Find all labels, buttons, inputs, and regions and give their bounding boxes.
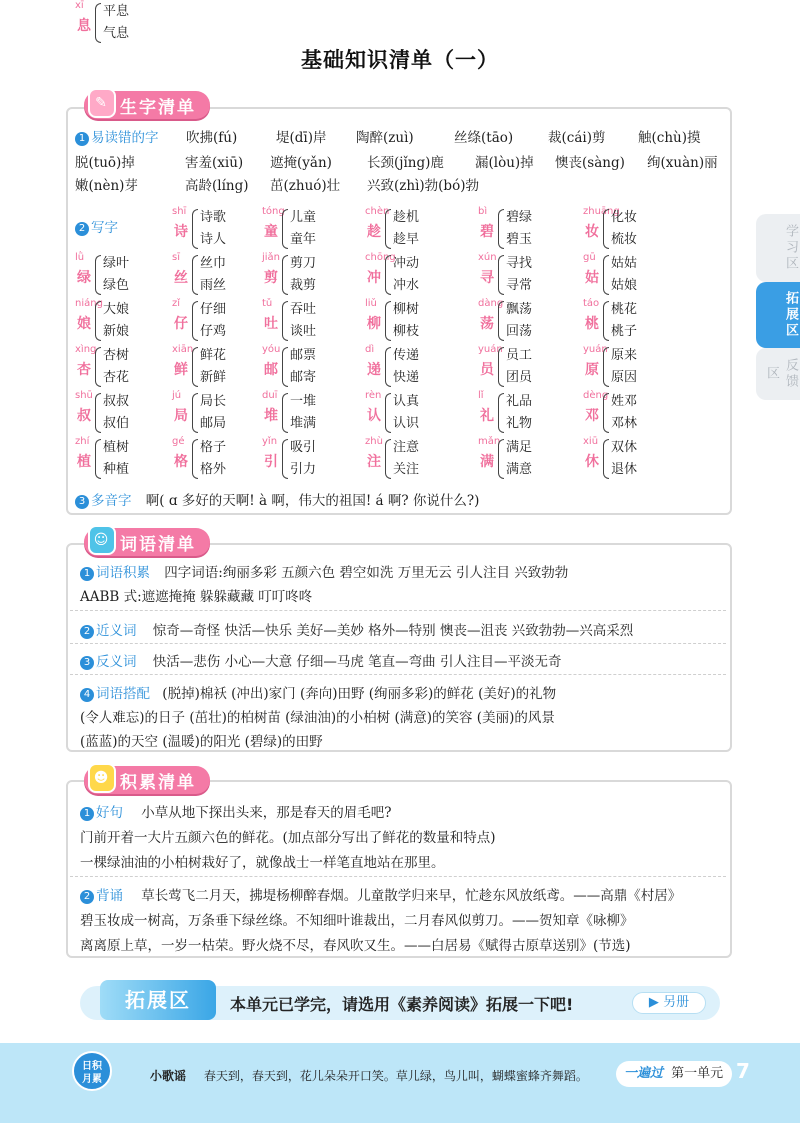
beisong-text-1: 草长莺飞二月天，拂堤杨柳醉春烟。儿童散学归来早，忙趁东风放纸鸢。——高鼎《村居》 [141,888,682,904]
xiezi-character: 吐 [264,316,278,332]
yidu-word: 丝绦(tāo) [454,130,514,146]
xiezi-word-1: 局长 [200,394,227,409]
xiezi-word-2: 冲水 [393,278,420,293]
xiezi-item [365,344,485,388]
xiezi-word-1: 冲动 [393,256,420,271]
brace [95,3,101,43]
xiezi-item [583,390,703,434]
xiezi-word-1: 杏树 [103,348,130,363]
extension-label: 拓展区 [100,980,216,1020]
daily-accumulation-badge [72,1051,112,1091]
xiezi-pinyin: sī [172,252,180,263]
xiezi-word-2: 邓林 [611,416,638,431]
label-fanyi: 3 反义词 [80,654,137,670]
unit-label: 第一单元 [671,1066,724,1081]
brace [498,393,504,433]
xiezi-pinyin: xī [75,0,84,11]
xiezi-word-1: 一堆 [290,394,317,409]
xiezi-word-1: 化妆 [611,210,638,225]
xiezi-word-1: 原来 [611,348,638,363]
duoyin-text: 啊( ɑ 多好的天啊! à 啊，伟大的祖国! á 啊? 你说什么?) [145,493,480,509]
divider [70,674,726,675]
xiezi-word-2: 礼物 [506,416,533,431]
xiezi-word-2: 邮寄 [290,370,317,385]
xiezi-character: 杏 [77,362,91,378]
brace [385,301,391,341]
brace [603,301,609,341]
xiezi-word-2: 关注 [393,462,420,477]
xiezi-word-2: 气息 [103,26,130,41]
xiezi-character: 员 [480,362,494,378]
section-tag-shengzi [84,91,210,119]
xiezi-word-2: 引力 [290,462,317,477]
pencil-icon: ✎ [88,88,116,118]
xiezi-word-1: 姑姑 [611,256,638,271]
xiezi-word-1: 大娘 [103,302,130,317]
yidu-word: 堤(dī)岸 [276,130,327,146]
brace [498,209,504,249]
brace [385,209,391,249]
brace [192,439,198,479]
song [150,1067,588,1084]
brace [192,209,198,249]
xiezi-word-2: 桃子 [611,324,638,339]
brace [385,347,391,387]
xiezi-pinyin: niáng [75,298,103,309]
label-yidu: 1 易读错的字 [75,130,159,146]
xiezi-pinyin: bì [478,206,488,217]
brace [603,347,609,387]
xiezi-character: 丝 [174,270,188,286]
xiezi-word-2: 寻常 [506,278,533,293]
label-dapei: 4 词语搭配 [80,686,150,702]
xiezi-word-2: 趁早 [393,232,420,247]
xiezi-character: 礼 [480,408,494,424]
xiezi-item [262,206,382,250]
footer [0,1043,800,1123]
brace [282,347,288,387]
jinyi-row [80,619,633,639]
xiezi-character: 满 [480,454,494,470]
brace [95,347,101,387]
jilei-row-1 [80,561,568,581]
xiezi-character: 认 [367,408,381,424]
play-icon: ▶ [648,995,659,1010]
xiezi-pinyin: xiū [583,436,599,447]
xiezi-character: 妆 [585,224,599,240]
xiezi-word-2: 梳妆 [611,232,638,247]
tab-feedback-area[interactable]: 反馈区 [756,348,800,400]
xiezi-word-1: 植树 [103,440,130,455]
xiezi-item [478,206,598,250]
yidu-word: 漏(lòu)掉 [475,155,534,171]
brace [95,301,101,341]
xiezi-word-1: 碧绿 [506,210,533,225]
song-title: 小歌谣 [150,1069,187,1083]
fanyi-text: 快活—悲伤 小心—大意 仔细—马虎 笔直—弯曲 引人注目—平淡无奇 [152,654,562,670]
xiezi-character: 诗 [174,224,188,240]
xiezi-character: 局 [174,408,188,424]
xiezi-word-2: 雨丝 [200,278,227,293]
xiezi-item [583,298,703,342]
xiezi-pinyin: liǔ [365,298,377,309]
xiezi-character: 息 [77,18,91,34]
xiezi-word-1: 吸引 [290,440,317,455]
xiezi-pinyin: duī [262,390,278,401]
xiezi-character: 注 [367,454,381,470]
brace [282,301,288,341]
song-text: 春天到，春天到，花儿朵朵开口笑。草儿绿，鸟儿叫，蝴蝶蜜蜂齐舞蹈。 [203,1069,588,1083]
xiezi-word-1: 儿童 [290,210,317,225]
xiezi-item [262,252,382,296]
page-title: 基础知识清单（一） [301,48,499,72]
section-title: 积累清单 [120,773,196,793]
xiezi-word-1: 寻找 [506,256,533,271]
xiezi-word-1: 绿叶 [103,256,130,271]
xiezi-character: 姑 [585,270,599,286]
brace [385,255,391,295]
yidu-word: 吹拂(fú) [186,130,238,146]
xiezi-item [365,390,485,434]
label-ciyu-jilei: 1 词语积累 [80,565,150,581]
xiezi-word-2: 团员 [506,370,533,385]
dapei-row-1 [80,682,556,702]
yidu-word: 嫩(nèn)芽 [75,178,138,194]
xiezi-word-2: 新鲜 [200,370,227,385]
section-title: 生字清单 [120,98,196,118]
xiezi-word-1: 柳树 [393,302,420,317]
xiezi-pinyin: jú [172,390,182,401]
haoju-text-2: 门前开着一大片五颜六色的鲜花。(加点部分写出了鲜花的数量和特点) [80,830,496,846]
xiezi-word-1: 趁机 [393,210,420,225]
xiezi-pinyin: yóu [262,344,281,355]
xiezi-pinyin: dì [365,344,375,355]
xiezi-word-2: 快递 [393,370,420,385]
brace [385,439,391,479]
xiezi-word-1: 丝巾 [200,256,227,271]
xiezi-item [365,436,485,480]
xiezi-character: 绿 [77,270,91,286]
xiezi-word-1: 诗歌 [200,210,227,225]
xiezi-item [365,252,485,296]
yidu-word: 陶醉(zuì) [356,130,414,146]
xiezi-character: 柳 [367,316,381,332]
xiezi-character: 邓 [585,408,599,424]
xiezi-word-2: 新娘 [103,324,130,339]
xiezi-word-2: 种植 [103,462,130,477]
section-tag-ciyu [84,528,210,556]
xiezi-pinyin: lǜ [75,252,85,263]
brace [498,439,504,479]
jilei-text-1: 四字词语:绚丽多彩 五颜六色 碧空如洗 万里无云 引人注目 兴致勃勃 [164,565,569,581]
tab-study-area[interactable]: 学习区 [756,214,800,282]
brace [192,347,198,387]
smiley-book-icon: ☺ [88,525,116,555]
xiezi-word-2: 柳枝 [393,324,420,339]
brace [282,393,288,433]
haoju-row-1 [80,801,392,821]
xiezi-item [262,344,382,388]
jilei-text-2: AABB 式:遮遮掩掩 躲躲藏藏 叮叮咚咚 [80,589,313,605]
xiezi-pinyin: rèn [365,390,382,401]
xiezi-character: 寻 [480,270,494,286]
xiezi-word-1: 礼品 [506,394,533,409]
yidu-word: 遮掩(yǎn) [270,155,332,171]
xiezi-item [583,206,703,250]
yidu-word: 触(chù)摸 [638,130,701,146]
beisong-text-2: 碧玉妆成一树高，万条垂下绿丝绦。不知细叶谁裁出，二月春风似剪刀。——贺知章《咏柳》 [80,913,634,929]
yidu-word: 绚(xuàn)丽 [647,155,718,171]
xiezi-word-2: 回荡 [506,324,533,339]
brand: 一遍过 [624,1066,664,1081]
xiezi-pinyin: dèng [583,390,609,401]
xiezi-character: 递 [367,362,381,378]
xiezi-word-1: 认真 [393,394,420,409]
divider [70,876,726,877]
brace [282,209,288,249]
xiezi-item [262,298,382,342]
xiezi-word-1: 吞吐 [290,302,317,317]
yidu-row-1 [75,126,159,146]
brace [95,393,101,433]
xiezi-pinyin: shī [172,206,187,217]
dapei-text-1: (脱掉)棉袄 (冲出)家门 (奔向)田野 (绚丽多彩)的鲜花 (美好)的礼物 [162,686,557,702]
yidu-word: 高龄(líng) [185,178,249,194]
xiezi-item [262,390,382,434]
badge-line-2: 月累 [82,1074,102,1085]
xiezi-pinyin: tǔ [262,298,273,309]
yidu-word: 长颈(jǐng)鹿 [367,155,444,171]
brace [282,439,288,479]
brace [603,209,609,249]
xiezi-pinyin: lǐ [478,390,484,401]
xiezi-pinyin: zǐ [172,298,181,309]
yidu-word: 懊丧(sàng) [555,155,625,171]
xiezi-pinyin: chōng [365,252,396,263]
xiezi-pinyin: jiǎn [262,252,281,263]
brace [282,255,288,295]
xiezi-item [365,298,485,342]
xiezi-word-1: 员工 [506,348,533,363]
beisong-row-1 [80,884,681,904]
xiezi-word-2: 退休 [611,462,638,477]
xiezi-word-1: 平息 [103,4,130,19]
section-title: 词语清单 [120,535,196,555]
xiezi-pinyin: yuán [478,344,503,355]
extension-banner [80,986,720,1020]
unit-indicator [616,1061,732,1087]
xiezi-character: 格 [174,454,188,470]
label-beisong: 2 背诵 [80,888,123,904]
xiezi-character: 植 [77,454,91,470]
xiezi-item [478,298,598,342]
fanyi-row [80,650,561,670]
brace [498,301,504,341]
xiezi-pinyin: xìng [75,344,97,355]
brace [192,393,198,433]
xiezi-word-2: 童年 [290,232,317,247]
xiezi-pinyin: gū [583,252,596,263]
xiezi-pinyin: tóng [262,206,285,217]
xiezi-item [583,436,703,480]
xiezi-word-2: 裁剪 [290,278,317,293]
brace [95,255,101,295]
yidu-word: 脱(tuō)掉 [75,155,135,171]
xiezi-word-1: 叔叔 [103,394,130,409]
xiezi-pinyin: xiān [172,344,194,355]
xiezi-character: 碧 [480,224,494,240]
xiezi-pinyin: zhuāng [583,206,620,217]
xiezi-item [262,436,382,480]
dapei-text-2: (令人难忘)的日子 (茁壮)的柏树苗 (绿油油)的小柏树 (满意)的笑容 (美丽)的风景 [80,710,555,726]
brace [603,393,609,433]
xiezi-word-2: 碧玉 [506,232,533,247]
xiezi-word-1: 姓邓 [611,394,638,409]
xiezi-pinyin: mǎn [478,436,501,447]
xiezi-item [75,0,195,44]
xiezi-pinyin: shū [75,390,93,401]
label-jinyi: 2 近义词 [80,623,137,639]
xiezi-character: 堆 [264,408,278,424]
xiezi-word-2: 堆满 [290,416,317,431]
yidu-word: 裁(cái)剪 [548,130,606,146]
xiezi-word-1: 双休 [611,440,638,455]
dapei-text-3: (蓝蓝)的天空 (温暖)的阳光 (碧绿)的田野 [80,734,323,750]
xiezi-word-2: 杏花 [103,370,130,385]
label-xiezi: 2 写字 [75,220,118,236]
xiezi-word-2: 叔伯 [103,416,130,431]
xiezi-word-2: 谈吐 [290,324,317,339]
xiezi-word-1: 仔细 [200,302,227,317]
divider [70,610,726,611]
xiezi-word-2: 格外 [200,462,227,477]
page-number: 7 [736,1059,750,1083]
xiezi-item [583,344,703,388]
yidu-word: 茁(zhuó)壮 [270,178,341,194]
extension-text: 本单元已学完，请选用《素养阅读》拓展一下吧! [230,995,574,1014]
xiezi-pinyin: zhù [365,436,383,447]
xiezi-character: 童 [264,224,278,240]
xiezi-word-1: 邮票 [290,348,317,363]
tab-extension-area[interactable]: 拓展区 [756,282,800,348]
xiezi-character: 仔 [174,316,188,332]
xiezi-word-2: 邮局 [200,416,227,431]
label-haoju: 1 好句 [80,805,123,821]
yidu-word: 害羞(xiū) [185,155,244,171]
xiezi-character: 剪 [264,270,278,286]
xiezi-word-1: 传递 [393,348,420,363]
xiezi-pinyin: dàng [478,298,504,309]
xiezi-word-1: 鲜花 [200,348,227,363]
xiezi-pinyin: gé [172,436,185,447]
xiezi-character: 原 [585,362,599,378]
xiezi-pinyin: táo [583,298,600,309]
xiezi-item [583,252,703,296]
xiezi-pinyin: chèn [365,206,390,217]
xiezi-item [478,344,598,388]
xiezi-character: 娘 [77,316,91,332]
brace [498,347,504,387]
xiezi-word-1: 桃花 [611,302,638,317]
label-duoyin: 3 多音字 [75,493,132,509]
xiezi-word-1: 剪刀 [290,256,317,271]
xiezi-character: 叔 [77,408,91,424]
xiezi-character: 邮 [264,362,278,378]
badge-line-1: 日积 [82,1061,102,1072]
section-tag-jilei [84,766,210,794]
xiezi-character: 鲜 [174,362,188,378]
xiezi-character: 冲 [367,270,381,286]
xiezi-word-2: 仔鸡 [200,324,227,339]
xiezi-character: 休 [585,454,599,470]
xiezi-word-1: 满足 [506,440,533,455]
xiezi-pinyin: yǐn [262,436,278,447]
separate-book-label: 另册 [663,995,690,1010]
separate-book-button[interactable] [632,992,706,1014]
xiezi-character: 趁 [367,224,381,240]
xiezi-word-1: 飘荡 [506,302,533,317]
jinyi-text: 惊奇—奇怪 快活—快乐 美好—美妙 格外—特别 懊丧—沮丧 兴致勃勃—兴高采烈 [152,623,634,639]
xiezi-word-1: 注意 [393,440,420,455]
beisong-text-3: 离离原上草，一岁一枯荣。野火烧不尽，春风吹又生。——白居易《赋得古原草送别》(节选) [80,938,631,954]
label-xiezi-row [75,216,118,236]
xiezi-item [478,436,598,480]
duoyin-row [75,489,479,509]
xiezi-item [365,206,488,250]
xiezi-word-2: 诗人 [200,232,227,247]
xiezi-character: 荡 [480,316,494,332]
xiezi-word-2: 原因 [611,370,638,385]
brace [192,255,198,295]
xiezi-pinyin: zhí [75,436,90,447]
xiezi-pinyin: yuán [583,344,608,355]
haoju-text-3: 一棵绿油油的小柏树栽好了，就像战士一样笔直地站在那里。 [80,855,445,871]
xiezi-word-2: 绿色 [103,278,130,293]
xiezi-character: 桃 [585,316,599,332]
haoju-text-1: 小草从地下探出头来，那是春天的眉毛吧? [141,805,392,821]
xiezi-word-2: 满意 [506,462,533,477]
brace [192,301,198,341]
smiley-face-icon: ☻ [88,763,116,793]
xiezi-word-2: 姑娘 [611,278,638,293]
brace [385,393,391,433]
yidu-word: 兴致(zhì)勃(bó)勃 [367,178,479,194]
xiezi-word-2: 认识 [393,416,420,431]
xiezi-word-1: 格子 [200,440,227,455]
brace [498,255,504,295]
brace [95,439,101,479]
xiezi-character: 引 [264,454,278,470]
brace [603,439,609,479]
brace [603,255,609,295]
divider [70,643,726,644]
xiezi-item [478,252,598,296]
xiezi-item [478,390,598,434]
xiezi-pinyin: xún [478,252,497,263]
